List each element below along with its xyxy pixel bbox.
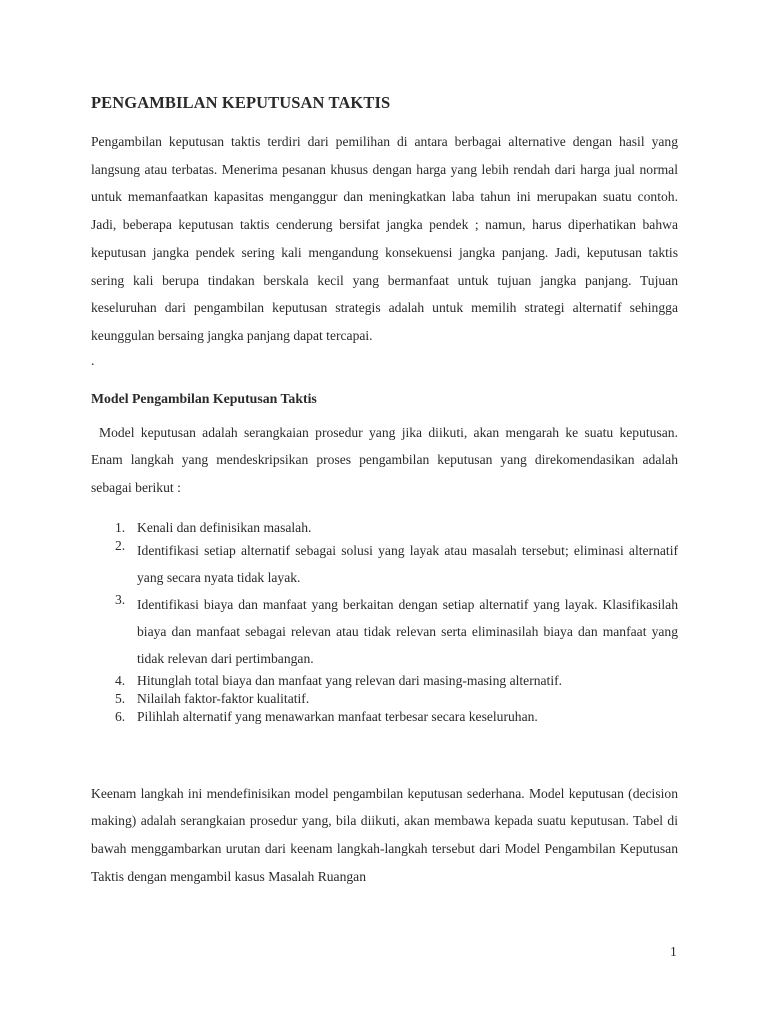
list-item-number: 6. — [115, 708, 126, 724]
list-item — [91, 591, 678, 672]
list-item-text: Pilihlah alternatif yang menawarkan manfaat terbesar secara keseluruhan. — [137, 708, 538, 724]
list-item-text: Nilailah faktor-faktor kualitatif. — [137, 690, 310, 706]
page-content — [91, 92, 678, 891]
closing-paragraph: Keenam langkah ini mendefinisikan model pengambilan keputusan sederhana. Model keputusan (decision making) adalah serangkaian prosedur yang, bila diikuti, akan membawa kepada suatu keputusan. Tabel di bawah menggambarkan urutan dari keenam langkah-langkah tersebut dari Model Pengambilan Keputusan Taktis dengan mengambil kasus Masalah Ruangan — [91, 785, 678, 884]
page-title: PENGAMBILAN KEPUTUSAN TAKTIS — [91, 93, 391, 112]
list-item — [91, 708, 678, 726]
page-number: 1 — [670, 944, 677, 959]
list-item-number: 5. — [115, 690, 126, 706]
steps-list — [91, 519, 678, 726]
list-item-number: 3. — [115, 591, 126, 607]
list-item-number: 4. — [115, 672, 126, 688]
intro-paragraph: Pengambilan keputusan taktis terdiri dari pemilihan di antara berbagai alternative dengan hasil yang langsung atau terbatas. Menerima pesanan khusus dengan harga yang lebih rendah dari harga jual normal untuk memanfaatkan kapasitas menganggur dan meningkatkan laba tahun ini merupakan suatu contoh. Jadi, beberapa keputusan taktis cenderung bersifat jangka pendek ; namun, harus diperhatikan bahwa keputusan jangka pendek sering kali mengandung konsekuensi jangka panjang. Jadi, keputusan taktis sering kali berupa tindakan berskala kecil yang bermanfaat untuk tujuan jangka panjang. Tujuan keseluruhan dari pengambilan keputusan strategis adalah untuk memilih strategi alternatif sehingga keunggulan bersaing jangka panjang dapat tercapai. — [91, 134, 678, 343]
list-item-text: Identifikasi setiap alternatif sebagai solusi yang layak atau masalah tersebut; eliminasi alternatif yang secara nyata tidak layak. — [137, 542, 678, 585]
list-item — [91, 537, 678, 591]
list-item — [91, 672, 678, 690]
list-item-text: Identifikasi biaya dan manfaat yang berkaitan dengan setiap alternatif yang layak. Klasifikasilah biaya dan manfaat sebagai relevan atau tidak relevan serta eliminasilah biaya dan manfaat yang tidak relevan dari pertimbangan. — [137, 596, 678, 666]
stray-dot: . — [91, 353, 95, 369]
list-item-number: 1. — [115, 519, 126, 535]
list-item-text: Kenali dan definisikan masalah. — [137, 519, 312, 535]
list-item-number: 2. — [115, 537, 126, 553]
list-item — [91, 690, 678, 708]
list-item-text: Hitunglah total biaya dan manfaat yang relevan dari masing-masing alternatif. — [137, 672, 563, 688]
section-title: Model Pengambilan Keputusan Taktis — [91, 390, 317, 406]
model-paragraph: Model keputusan adalah serangkaian prosedur yang jika diikuti, akan mengarah ke suatu keputusan. Enam langkah yang mendeskripsikan proses pengambilan keputusan yang direkomendasikan adalah sebagai berikut : — [91, 424, 678, 496]
list-item — [91, 519, 678, 537]
